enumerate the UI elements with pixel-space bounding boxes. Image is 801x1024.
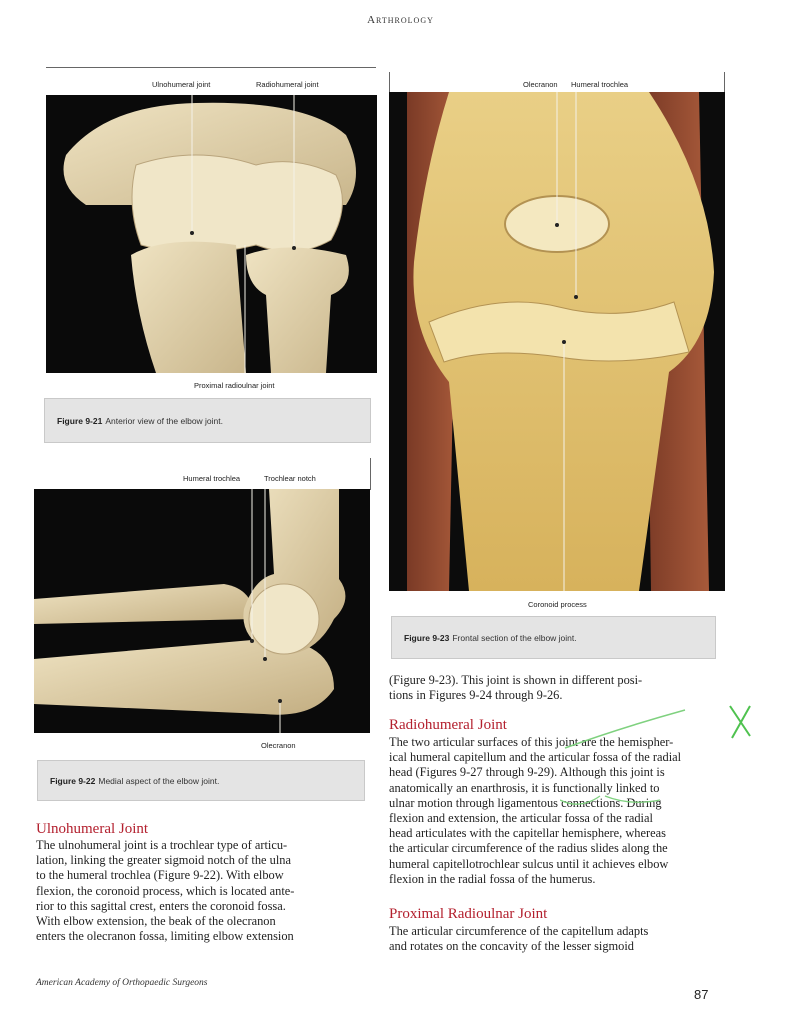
text-line: (Figure 9-23). This joint is shown in different posi- — [389, 673, 643, 687]
figure-9-21-photo — [46, 95, 377, 373]
text-line: rior to this sagittal crest, enters the coronoid fossa. — [36, 898, 286, 913]
text-line: ical humeral capitellum and the articular fossa of the radial — [389, 750, 682, 765]
text-line: flexion in the radial fossa of the humerus. — [389, 871, 596, 886]
text-line: anatomically an enarthrosis, it is functionally linked to — [389, 780, 660, 795]
handwritten-annotation — [560, 698, 760, 818]
text-line: to the humeral trochlea (Figure 9-22). With elbow — [36, 868, 284, 883]
figure-rule — [46, 67, 376, 68]
text-line: With elbow extension, the beak of the olecranon — [36, 914, 276, 929]
text-line: flexion, the coronoid process, which is located ante- — [36, 883, 295, 898]
figure-caption-text: Anterior view of the elbow joint. — [105, 415, 224, 426]
paragraph-ulnohumeral — [36, 838, 363, 944]
footer-publisher: American Academy of Orthopaedic Surgeons — [36, 978, 208, 988]
paragraph-proximal-radioulnar — [389, 924, 715, 954]
page-number: 87 — [694, 987, 709, 1002]
figure-number: Figure 9-22 — [50, 775, 96, 786]
text-line: flexion and extension, the articular fossa of the radial — [389, 811, 653, 826]
label-radiohumeral-joint: Radiohumeral joint — [256, 80, 319, 89]
text-line: enters the olecranon fossa, limiting elbow extension — [36, 929, 294, 944]
figure-caption-text: Frontal section of the elbow joint. — [452, 632, 577, 643]
text-line: The ulnohumeral joint is a trochlear type of articu- — [36, 838, 288, 852]
text-line: ulnar motion through ligamentous connections. During — [389, 795, 662, 810]
section-heading-radiohumeral: Radiohumeral Joint — [389, 717, 507, 733]
section-heading-proximal-radioulnar: Proximal Radioulnar Joint — [389, 906, 548, 922]
figure-rule — [370, 458, 371, 490]
text-line: The articular circumference of the capitellum adapts — [389, 924, 649, 938]
elbow-anterior-image — [46, 95, 377, 373]
figure-rule — [724, 72, 725, 92]
label-olecranon: Olecranon — [523, 80, 558, 89]
figure-caption-text: Medial aspect of the elbow joint. — [98, 775, 220, 786]
figure-9-21-caption — [44, 398, 371, 443]
label-humeral-trochlea: Humeral trochlea — [571, 80, 629, 89]
text-line: head (Figures 9-27 through 9-29). Although this joint is — [389, 765, 665, 780]
figure-9-22-caption — [37, 760, 365, 801]
figure-number: Figure 9-23 — [404, 632, 450, 643]
running-head: Arthrology — [367, 14, 434, 26]
elbow-frontal-section-image — [389, 92, 725, 591]
text-line: the articular circumference of the radius slides along the — [389, 841, 668, 856]
text-line: head articulates with the capitellar hemisphere, whereas — [389, 826, 666, 841]
text-line: tions in Figures 9-24 through 9-26. — [389, 688, 563, 703]
figure-rule — [389, 72, 390, 92]
text-line: The two articular surfaces of this joint are the hemispher- — [389, 735, 674, 749]
text-line: humeral capitellotrochlear sulcus until it achieves elbow — [389, 856, 669, 871]
figure-number: Figure 9-21 — [57, 415, 103, 426]
label-coronoid-process: Coronoid process — [528, 600, 587, 609]
figure-9-23-caption — [391, 616, 716, 659]
label-trochlear-notch: Trochlear notch — [264, 474, 316, 483]
figure-9-22-photo — [34, 489, 370, 733]
x-mark-icon — [730, 706, 750, 738]
figure-9-23-photo — [389, 92, 725, 591]
label-olecranon: Olecranon — [261, 741, 296, 750]
label-proximal-radioulnar-joint: Proximal radioulnar joint — [194, 381, 275, 390]
text-line: lation, linking the greater sigmoid notch of the ulna — [36, 853, 291, 868]
section-heading-ulnohumeral: Ulnohumeral Joint — [36, 821, 149, 837]
text-line: and rotates on the concavity of the lesser sigmoid — [389, 939, 634, 954]
label-humeral-trochlea: Humeral trochlea — [183, 474, 241, 483]
elbow-medial-image — [34, 489, 370, 733]
label-ulnohumeral-joint: Ulnohumeral joint — [152, 80, 211, 89]
